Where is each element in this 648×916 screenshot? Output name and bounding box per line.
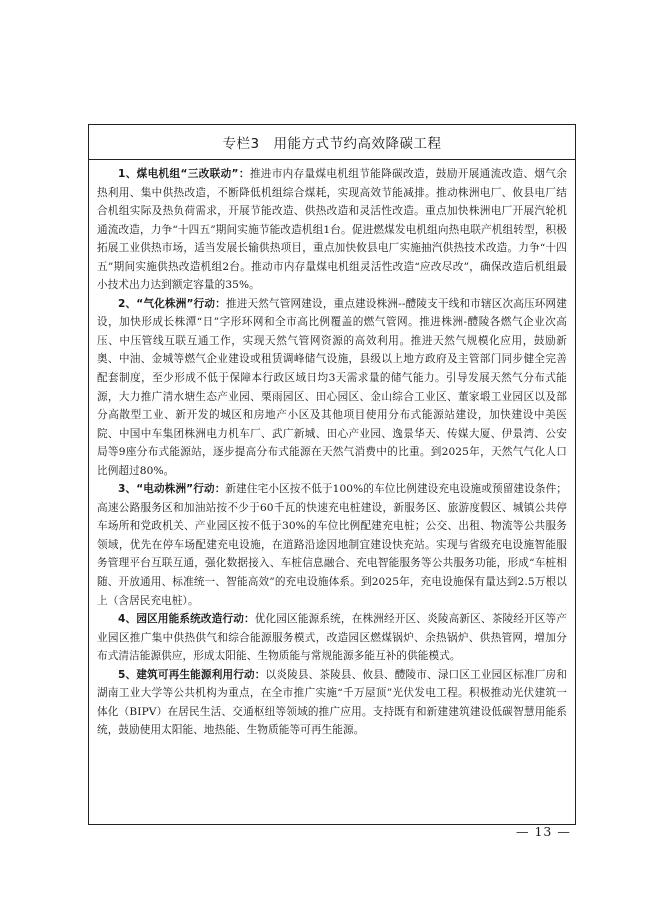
section-5-text: 以炎陵县、茶陵县、攸县、醴陵市、渌口区工业园区标准厂房和湖南工业大学等公共机构为重点，在全市推广实施“千万屋顶”光伏发电工程。积极推动光伏建筑一体化（BIPV）在居民生活、交通枢纽等领域的推广应用。支持既有和新建建筑建设低碳智慧用能系统，鼓励使用太阳能、地热能、生物质能等可再生能源。 <box>97 668 567 737</box>
section-1-text: 推进市内存量煤电机组节能降碳改造，鼓励开展通流改造、烟气余热利用、集中供热改造，不断降低机组综合煤耗，实现高效节能减排。推动株洲电厂、攸县电厂结合机组实际及热负荷需求，开展节能改造、供热改造和灵活性改造。重点加快株洲电厂开展汽轮机通流改造，力争“十四五”期间实施节能改造机组1台。促进燃煤发电机组向热电联产机组转型，积极拓展工业供热市场，适当发展长输供热项目，重点加快攸县电厂实施抽汽供热技术改造。力争“十四五”期间实施供热改造机组2台。推动市内存量煤电机组灵活性改造“应改尽改”，确保改造后机组最小技术出力达到额定容量的35%。 <box>97 168 567 292</box>
section-3-heading: 3、“电动株洲”行动： <box>118 483 226 496</box>
section-2-heading: 2、“气化株洲”行动： <box>118 297 226 310</box>
section-2 <box>97 295 567 480</box>
section-4-heading: 4、园区用能系统改造行动： <box>118 613 255 626</box>
section-2-text: 推进天然气管网建设，重点建设株洲--醴陵支干线和市辖区次高压环网建设，加快形成长株潭“日”字形环网和全市高比例覆盖的燃气管网。推进株洲-醴陵各燃气企业次高压、中压管线互联互通工作，实现天然气管网资源的高效利用。推进天然气规模化应用，鼓励新奥、中油、金城等燃气企业建设或租赁调峰储气设施，县级以上地方政府及主管部门同步健全完善配套制度，至少形成不低于保障本行政区域日均3天需求量的储气能力。引导发展天然气分布式能源，大力推广清水塘生态产业园、栗雨园区、田心园区、金山综合工业区、董家塅工业园区以及部分高散型工业、新开发的城区和房地产小区及其他项目使用分布式能源站建设，加快建设中美医院、中国中车集团株洲电力机车厂、武广新城、田心产业园、逸景华天、传媒大厦、伊景湾、公安局等9座分布式能源站，逐步提高分布式能源在天然气消费中的比重。到2025年，天然气气化人口比例超过80%。 <box>97 297 567 477</box>
section-4 <box>97 610 567 666</box>
column-title: 专栏3 用能方式节约高效降碳工程 <box>89 125 575 160</box>
column-box <box>88 124 576 825</box>
section-3-text: 新建住宅小区按不低于100%的车位比例建设充电设施或预留建设条件；高速公路服务区和加油站按不少于60千瓦的快速充电桩建设，新服务区、旅游度假区、城镇公共停车场所和党政机关、产业园区按不低于30%的车位比例配建充电桩；公交、出租、物流等公共服务领域，优先在停车场配建充电设施，在道路沿途因地制宜建设快充站。实现与省级充电设施智能服务管理平台互联互通，强化数据接入、车桩信息融合、充电智能服务等公共服务功能，形成“车桩相随、开放通用、标准统一、智能高效”的充电设施体系。到2025年，充电设施保有量达到2.5万根以上（含居民充电桩）。 <box>97 483 567 607</box>
section-1-heading: 1、煤电机组“三改联动”： <box>118 168 250 180</box>
section-5 <box>97 666 567 740</box>
column-body <box>89 160 575 740</box>
section-5-heading: 5、建筑可再生能源利用行动： <box>118 668 266 681</box>
page-number: — 13 — <box>516 824 571 839</box>
section-1 <box>97 165 567 295</box>
section-3 <box>97 480 567 610</box>
section-4-text: 优化园区能源系统，在株洲经开区、炎陵高新区、茶陵经开区等产业园区推广集中供热供气和综合能源服务模式，改造园区燃煤锅炉、余热锅炉、供热管网，增加分布式清洁能源供应，形成太阳能、生物质能与常规能源多能互补的供能模式。 <box>97 613 567 663</box>
